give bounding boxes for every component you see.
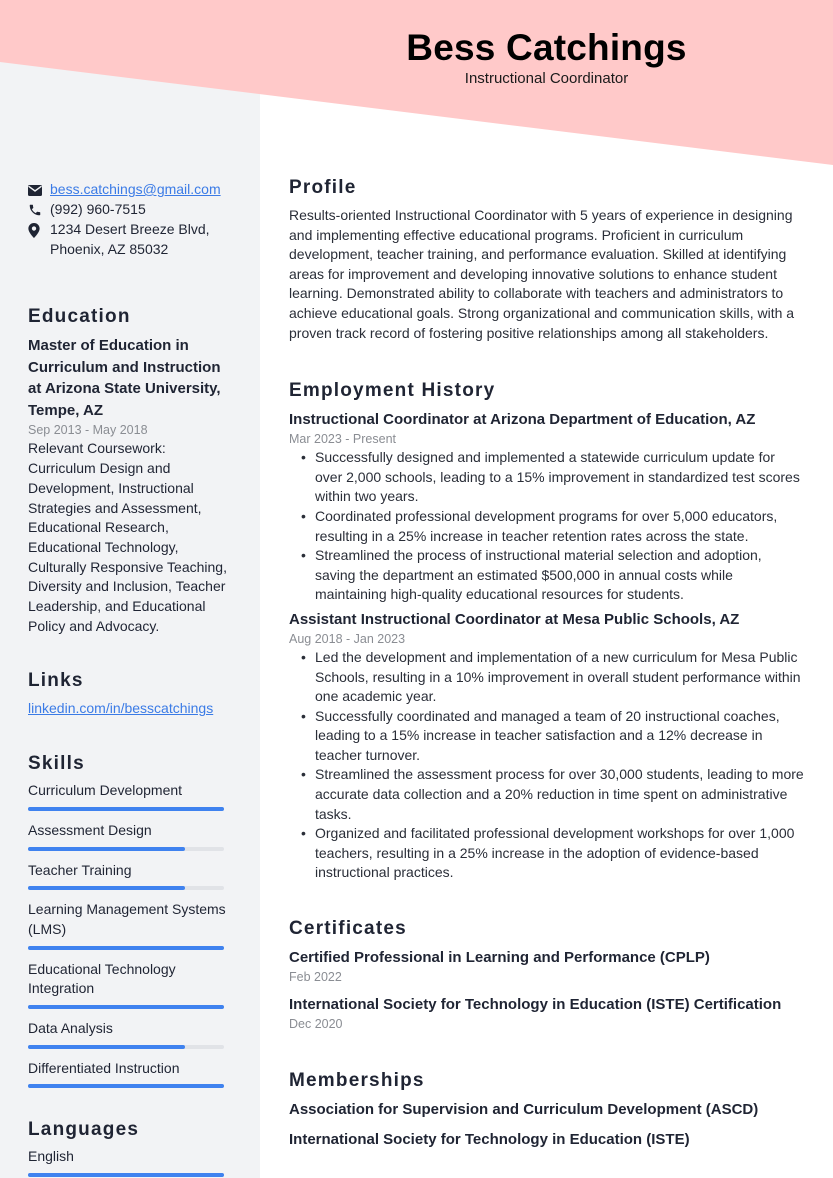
skill-label: Learning Management Systems (LMS) — [28, 901, 226, 937]
skill-level-bar — [28, 886, 224, 890]
job-dates: Mar 2023 - Present — [289, 432, 396, 447]
job-dates: Aug 2018 - Jan 2023 — [289, 631, 406, 646]
skill-item — [28, 960, 228, 1009]
main-column — [289, 176, 804, 1150]
contact-email-row — [28, 180, 228, 200]
education-section — [28, 305, 228, 636]
skill-item — [28, 1059, 228, 1089]
certificate-item — [289, 947, 804, 986]
skill-level-bar — [28, 946, 224, 950]
employment-section — [289, 379, 804, 883]
skill-level-bar — [28, 1045, 224, 1049]
certificates-heading: Certificates — [289, 918, 407, 940]
job-entry — [289, 409, 804, 605]
membership-item: Association for Supervision and Curriculum Development (ASCD) — [289, 1101, 759, 1119]
certificate-title: International Society for Technology in Education (ISTE) Certification — [289, 996, 782, 1014]
skills-heading: Skills — [28, 753, 85, 775]
profile-heading: Profile — [289, 177, 357, 198]
phone-icon — [28, 200, 50, 220]
address-line-1: 1234 Desert Breeze Blvd, — [50, 221, 210, 237]
skill-item — [28, 781, 228, 811]
language-level-bar — [28, 1173, 224, 1177]
skill-item — [28, 1019, 228, 1049]
map-pin-icon — [28, 220, 50, 240]
contact-phone-row — [28, 200, 228, 220]
contact-address-row — [28, 220, 228, 259]
job-bullet: • Streamlined the process of instructional material selection and adoption, saving the department an estimated $500,000 in annual costs while maintaining high-quality educational resources for students. — [315, 546, 804, 605]
language-item — [28, 1147, 228, 1177]
profile-text: Results-oriented Instructional Coordinator with 5 years of experience in designing and implementing effective educational programs. Proficient in curriculum development, teacher training, and performance evaluation. Skilled at identifying areas for improvement and developing innovative solutions to enhance student learning. Demonstrated ability to collaborate with teachers and administrators to achieve educational goals. Strong organizational and communication skills, with a proven track record of fostering positive relationships among all stakeholders. — [289, 207, 795, 341]
education-heading: Education — [28, 306, 131, 328]
skill-item — [28, 900, 228, 949]
job-title: Instructional Coordinator at Arizona Department of Education, AZ — [289, 411, 756, 429]
contact-section — [28, 180, 228, 259]
skill-label: Data Analysis — [28, 1020, 113, 1037]
address-line-2: Phoenix, AZ 85032 — [50, 240, 169, 257]
job-bullet: • Organized and facilitated professional development workshops for over 1,000 teachers, resulting in a 25% increase in the adoption of evidence-based instructional practices. — [315, 824, 804, 883]
skill-label: Educational Technology Integration — [28, 960, 176, 997]
skill-label: Curriculum Development — [28, 782, 183, 799]
job-title: Assistant Instructional Coordinator at Mesa Public Schools, AZ — [289, 610, 740, 628]
languages-section — [28, 1118, 228, 1177]
skill-label: Teacher Training — [28, 861, 132, 878]
certificates-section — [289, 917, 804, 1033]
skill-level-bar — [28, 847, 224, 851]
job-bullet: • Successfully coordinated and managed a team of 20 instructional coaches, leading to a 15% increase in teacher satisfaction and a 12% decrease in teacher turnover. — [315, 707, 804, 766]
sidebar — [28, 180, 228, 1178]
certificate-title: Certified Professional in Learning and Performance (CPLP) — [289, 949, 710, 967]
languages-heading: Languages — [28, 1119, 140, 1141]
job-bullets — [315, 448, 804, 605]
job-bullet: • Coordinated professional development programs for over 5,000 educators, resulting in a 25% increase in teacher retention rates across the state. — [315, 507, 804, 546]
job-bullets — [315, 648, 804, 883]
skill-item — [28, 821, 228, 851]
skill-level-bar — [28, 1005, 224, 1009]
email-link[interactable]: bess.catchings@gmail.com — [50, 181, 221, 197]
membership-item: International Society for Technology in Education (ISTE) — [289, 1131, 690, 1149]
envelope-icon — [28, 180, 50, 200]
skill-level-bar — [28, 807, 224, 811]
links-section — [28, 669, 228, 719]
job-bullet: • Successfully designed and implemented a statewide curriculum update for over 2,000 schools, leading to a 15% improvement in standardized test scores within two years. — [315, 448, 804, 507]
job-entry — [289, 609, 804, 883]
memberships-heading: Memberships — [289, 1070, 425, 1092]
education-description: Relevant Coursework: Curriculum Design and Development, Instructional Strategies and Assessment, Educational Research, Educational Technology, Culturally Responsive Teaching, Diversity and Inclusion, Teacher Leadership, and Educational Policy and Advocacy. — [28, 440, 227, 634]
education-degree: Master of Education in Curriculum and Instruction at Arizona State University, Tempe, AZ — [28, 337, 221, 419]
education-dates: Sep 2013 - May 2018 — [28, 423, 148, 438]
linkedin-link[interactable]: linkedin.com/in/besscatchings — [28, 700, 214, 717]
phone-number: (992) 960-7515 — [50, 201, 146, 217]
skill-item — [28, 861, 228, 891]
links-heading: Links — [28, 670, 84, 692]
skill-level-bar — [28, 1084, 224, 1088]
skills-section — [28, 752, 228, 1088]
language-label: English — [28, 1148, 74, 1165]
certificate-item — [289, 994, 804, 1033]
skill-label: Differentiated Instruction — [28, 1059, 180, 1076]
skill-label: Assessment Design — [28, 821, 152, 838]
candidate-role: Instructional Coordinator — [464, 70, 629, 87]
memberships-section — [289, 1069, 804, 1150]
certificate-date: Dec 2020 — [289, 1017, 343, 1032]
job-bullet: • Streamlined the assessment process for over 30,000 students, leading to more accurate data collection and a 20% reduction in time spent on administrative tasks. — [315, 765, 804, 824]
job-bullet: • Led the development and implementation of a new curriculum for Mesa Public Schools, resulting in a 10% improvement in overall student performance within one academic year. — [315, 648, 804, 707]
certificate-date: Feb 2022 — [289, 970, 342, 985]
profile-section — [289, 176, 804, 343]
employment-heading: Employment History — [289, 380, 496, 402]
candidate-name: Bess Catchings — [406, 27, 687, 68]
